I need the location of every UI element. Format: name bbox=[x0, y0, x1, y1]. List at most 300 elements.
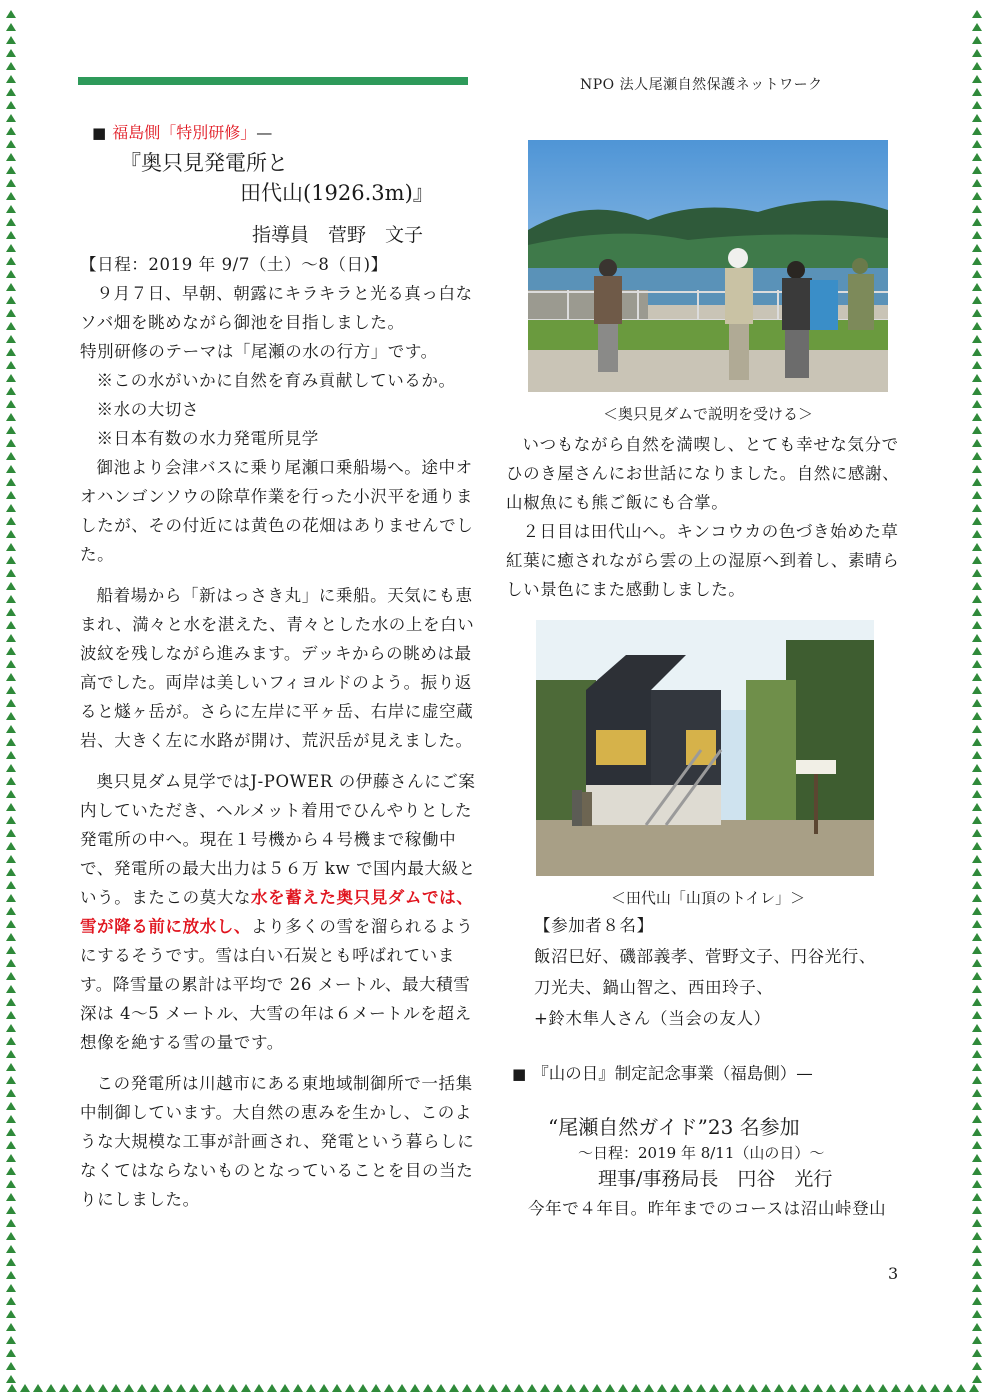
border-tree bbox=[6, 517, 16, 525]
border-tree bbox=[972, 699, 982, 707]
border-tree bbox=[85, 1384, 95, 1392]
border-tree bbox=[972, 530, 982, 538]
border-tree bbox=[6, 1232, 16, 1240]
border-tree bbox=[6, 88, 16, 96]
border-tree bbox=[972, 374, 982, 382]
border-tree bbox=[972, 881, 982, 889]
square-marker: ■ bbox=[92, 124, 107, 142]
border-tree bbox=[670, 1384, 680, 1392]
border-tree bbox=[972, 322, 982, 330]
border-tree bbox=[6, 1063, 16, 1071]
border-tree bbox=[956, 1384, 966, 1392]
border-tree bbox=[683, 1384, 693, 1392]
border-tree bbox=[6, 868, 16, 876]
border-tree bbox=[6, 1375, 16, 1383]
border-tree bbox=[972, 790, 982, 798]
border-tree bbox=[6, 23, 16, 31]
border-tree bbox=[735, 1384, 745, 1392]
border-tree bbox=[878, 1384, 888, 1392]
border-tree bbox=[972, 257, 982, 265]
border-tree bbox=[972, 153, 982, 161]
border-tree bbox=[6, 738, 16, 746]
border-tree bbox=[6, 660, 16, 668]
border-tree bbox=[6, 998, 16, 1006]
border-tree bbox=[6, 348, 16, 356]
border-tree bbox=[972, 127, 982, 135]
section-heading-1 bbox=[92, 120, 480, 146]
border-tree bbox=[6, 491, 16, 499]
border-tree bbox=[631, 1384, 641, 1392]
border-tree bbox=[972, 1037, 982, 1045]
square-marker: ■ bbox=[512, 1065, 527, 1083]
border-tree bbox=[6, 686, 16, 694]
border-tree bbox=[6, 62, 16, 70]
paragraph-text: より多くの雪を溜られるようにするそうです。雪は白い石炭とも呼ばれています。降雪量の累計は平均で 26 メートル、最大積雪深は 4～5 メートル、大雪の年は６メートルを超え想像を絶する雪の量です。 bbox=[80, 917, 474, 1052]
left-column bbox=[80, 120, 480, 1214]
border-tree bbox=[6, 452, 16, 460]
border-tree bbox=[579, 1384, 589, 1392]
border-tree bbox=[6, 400, 16, 408]
participant-line: +鈴木隼人さん（当会の友人） bbox=[534, 1009, 771, 1028]
border-tree bbox=[972, 1271, 982, 1279]
border-tree bbox=[6, 140, 16, 148]
border-tree bbox=[6, 1297, 16, 1305]
border-tree bbox=[972, 1232, 982, 1240]
paragraph: ２日目は田代山へ。キンコウカの色づき始めた草紅葉に癒されながら雲の上の湿原へ到着し、素晴らしい景色にまた感動しました。 bbox=[506, 522, 900, 599]
article-author: 指導員 菅野 文子 bbox=[252, 224, 424, 246]
border-tree bbox=[696, 1384, 706, 1392]
border-tree bbox=[972, 491, 982, 499]
border-tree bbox=[972, 75, 982, 83]
border-tree bbox=[972, 36, 982, 44]
article2-title: “尾瀬自然ガイド”23 名参加 bbox=[548, 1115, 800, 1139]
border-tree bbox=[6, 1115, 16, 1123]
border-tree bbox=[6, 1284, 16, 1292]
border-tree bbox=[972, 725, 982, 733]
border-tree bbox=[972, 608, 982, 616]
border-tree bbox=[6, 1102, 16, 1110]
border-tree bbox=[33, 1384, 43, 1392]
border-tree bbox=[972, 1089, 982, 1097]
paragraph-note: ※水の大切さ bbox=[96, 400, 200, 419]
border-tree bbox=[972, 803, 982, 811]
border-tree bbox=[462, 1384, 472, 1392]
border-tree bbox=[657, 1384, 667, 1392]
border-tree bbox=[6, 504, 16, 512]
article2-intro: 今年で４年目。昨年までのコースは沼山峠登山 bbox=[528, 1199, 887, 1218]
border-tree bbox=[6, 1349, 16, 1357]
border-tree bbox=[423, 1384, 433, 1392]
border-tree bbox=[6, 231, 16, 239]
border-tree bbox=[514, 1384, 524, 1392]
border-tree bbox=[972, 569, 982, 577]
border-tree bbox=[6, 699, 16, 707]
border-tree bbox=[972, 1050, 982, 1058]
border-tree bbox=[6, 972, 16, 980]
border-tree bbox=[6, 1193, 16, 1201]
border-tree bbox=[972, 114, 982, 122]
border-tree bbox=[397, 1384, 407, 1392]
border-tree bbox=[6, 1323, 16, 1331]
border-tree bbox=[280, 1384, 290, 1392]
border-tree bbox=[943, 1384, 953, 1392]
border-tree bbox=[972, 1206, 982, 1214]
border-tree bbox=[930, 1384, 940, 1392]
border-tree bbox=[124, 1384, 134, 1392]
paragraph: いつもながら自然を満喫し、とても幸せな気分でひのき屋さんにお世話になりました。自然に感謝、山椒魚にも熊ご飯にも合掌。 bbox=[506, 435, 900, 512]
border-tree bbox=[6, 569, 16, 577]
border-tree bbox=[436, 1384, 446, 1392]
border-tree bbox=[972, 673, 982, 681]
border-tree bbox=[267, 1384, 277, 1392]
border-tree bbox=[972, 1310, 982, 1318]
border-tree bbox=[972, 478, 982, 486]
border-tree bbox=[972, 1011, 982, 1019]
participant-line: 飯沼巳好、磯部義孝、菅野文子、円谷光行、 bbox=[534, 947, 876, 966]
border-tree bbox=[972, 933, 982, 941]
border-tree bbox=[6, 842, 16, 850]
border-tree bbox=[293, 1384, 303, 1392]
border-tree bbox=[904, 1384, 914, 1392]
border-tree bbox=[592, 1384, 602, 1392]
border-tree bbox=[6, 582, 16, 590]
border-tree bbox=[972, 465, 982, 473]
border-tree bbox=[6, 465, 16, 473]
border-tree bbox=[566, 1384, 576, 1392]
border-tree bbox=[972, 647, 982, 655]
participants-title: 【参加者８名】 bbox=[534, 916, 654, 935]
border-tree bbox=[6, 192, 16, 200]
border-tree bbox=[6, 881, 16, 889]
border-tree bbox=[6, 907, 16, 915]
border-tree bbox=[384, 1384, 394, 1392]
border-tree bbox=[6, 1336, 16, 1344]
border-tree bbox=[6, 816, 16, 824]
border-tree bbox=[972, 595, 982, 603]
paragraph-note: ※この水がいかに自然を育み貢献しているか。 bbox=[96, 371, 456, 390]
border-tree bbox=[20, 1384, 30, 1392]
border-tree bbox=[163, 1384, 173, 1392]
border-tree bbox=[972, 1336, 982, 1344]
border-tree bbox=[972, 1193, 982, 1201]
border-tree bbox=[527, 1384, 537, 1392]
article-title-line2: 田代山(1926.3m)』 bbox=[240, 181, 434, 205]
border-tree bbox=[501, 1384, 511, 1392]
paragraph-note: ※日本有数の水力発電所見学 bbox=[96, 429, 319, 448]
border-tree bbox=[6, 257, 16, 265]
border-tree bbox=[6, 634, 16, 642]
border-tree bbox=[6, 1128, 16, 1136]
paragraph-text: 奥只見ダム見学ではJ-POWER の伊藤さんにご案内していただき、ヘルメット着用でひんやりとした発電所の中へ。現在１号機から４号機まで稼働中で、発電所の最大出力は５６万 kw で国内最大級という。またこの莫大な bbox=[80, 772, 476, 907]
border-tree bbox=[6, 374, 16, 382]
border-tree bbox=[972, 777, 982, 785]
border-tree bbox=[6, 322, 16, 330]
photo-caption-toilet: ＜田代山「山頂のトイレ」＞ bbox=[610, 889, 806, 907]
border-tree bbox=[972, 387, 982, 395]
border-tree bbox=[6, 790, 16, 798]
border-tree bbox=[6, 556, 16, 564]
border-tree bbox=[972, 88, 982, 96]
border-tree bbox=[972, 62, 982, 70]
border-tree bbox=[6, 270, 16, 278]
border-tree bbox=[972, 140, 982, 148]
border-tree bbox=[972, 1128, 982, 1136]
border-tree bbox=[319, 1384, 329, 1392]
border-tree bbox=[748, 1384, 758, 1392]
border-tree bbox=[6, 478, 16, 486]
border-tree bbox=[176, 1384, 186, 1392]
border-tree bbox=[6, 413, 16, 421]
paragraph: 船着場から「新はっさき丸」に乗船。天気にも恵まれ、満々と水を湛えた、青々とした水の上を白い波紋を残しながら進みます。デッキからの眺めは最高でした。両岸は美しいフィヨルドのよう。振り返ると燧ヶ岳が。さらに左岸に平ヶ岳、右岸に虚空蔵岩、大きく左に水路が開け、荒沢岳が見えました。 bbox=[80, 586, 475, 750]
border-tree bbox=[972, 1219, 982, 1227]
paragraph-dam bbox=[80, 767, 480, 1057]
border-tree bbox=[72, 1384, 82, 1392]
border-tree bbox=[6, 114, 16, 122]
border-tree bbox=[972, 946, 982, 954]
border-tree bbox=[826, 1384, 836, 1392]
article-body bbox=[80, 250, 480, 1214]
border-tree bbox=[6, 205, 16, 213]
border-tree bbox=[891, 1384, 901, 1392]
paragraph: 特別研修のテーマは「尾瀬の水の行方」です。 bbox=[80, 342, 438, 361]
border-tree bbox=[6, 1245, 16, 1253]
article2-schedule: ～日程：2019 年 8/11（山の日）～ bbox=[578, 1144, 825, 1162]
border-tree bbox=[6, 959, 16, 967]
org-name: NPO 法人尾瀬自然保護ネットワーク bbox=[580, 77, 823, 93]
border-tree bbox=[972, 179, 982, 187]
border-tree bbox=[618, 1384, 628, 1392]
border-tree bbox=[761, 1384, 771, 1392]
border-tree bbox=[972, 439, 982, 447]
border-tree bbox=[358, 1384, 368, 1392]
border-tree bbox=[6, 179, 16, 187]
border-tree bbox=[972, 1245, 982, 1253]
border-tree bbox=[6, 543, 16, 551]
border-tree bbox=[6, 829, 16, 837]
border-tree bbox=[6, 946, 16, 954]
border-tree bbox=[972, 842, 982, 850]
border-tree bbox=[972, 1076, 982, 1084]
border-tree bbox=[972, 816, 982, 824]
border-tree bbox=[972, 829, 982, 837]
border-tree bbox=[972, 1180, 982, 1188]
border-tree bbox=[972, 504, 982, 512]
border-tree bbox=[6, 1076, 16, 1084]
border-tree bbox=[254, 1384, 264, 1392]
border-tree bbox=[972, 764, 982, 772]
border-tree bbox=[972, 1258, 982, 1266]
border-tree bbox=[972, 335, 982, 343]
border-tree bbox=[6, 153, 16, 161]
border-tree bbox=[972, 166, 982, 174]
dam-photo bbox=[528, 140, 888, 392]
border-tree bbox=[972, 309, 982, 317]
border-tree bbox=[852, 1384, 862, 1392]
border-tree bbox=[972, 1284, 982, 1292]
border-tree bbox=[98, 1384, 108, 1392]
border-tree bbox=[6, 36, 16, 44]
border-tree bbox=[722, 1384, 732, 1392]
border-tree bbox=[969, 1384, 979, 1392]
border-tree bbox=[972, 1323, 982, 1331]
section-heading-2 bbox=[512, 1060, 910, 1088]
border-tree bbox=[6, 608, 16, 616]
border-tree bbox=[972, 452, 982, 460]
paragraph: 御池より会津バスに乗り尾瀬口乗船場へ。途中オオハンゴンソウの除草作業を行った小沢平を通りましたが、その付近には黄色の花畑はありませんでした。 bbox=[80, 458, 474, 564]
border-tree bbox=[6, 1141, 16, 1149]
border-tree bbox=[6, 49, 16, 57]
border-tree bbox=[6, 1011, 16, 1019]
border-tree bbox=[6, 803, 16, 811]
border-tree bbox=[6, 1258, 16, 1266]
border-tree bbox=[6, 75, 16, 83]
border-tree bbox=[972, 686, 982, 694]
border-tree bbox=[972, 1115, 982, 1123]
border-tree bbox=[800, 1384, 810, 1392]
border-tree bbox=[972, 205, 982, 213]
border-tree bbox=[972, 101, 982, 109]
border-tree bbox=[6, 1050, 16, 1058]
border-tree bbox=[410, 1384, 420, 1392]
border-tree bbox=[6, 1271, 16, 1279]
border-tree bbox=[774, 1384, 784, 1392]
border-tree bbox=[972, 283, 982, 291]
border-tree bbox=[6, 647, 16, 655]
border-tree bbox=[972, 543, 982, 551]
border-tree bbox=[6, 777, 16, 785]
border-tree bbox=[972, 1167, 982, 1175]
border-tree bbox=[6, 244, 16, 252]
border-tree bbox=[972, 738, 982, 746]
section-label-red: 福島側「特別研修」 bbox=[112, 123, 257, 142]
border-tree bbox=[6, 218, 16, 226]
border-tree bbox=[6, 1206, 16, 1214]
border-tree bbox=[6, 725, 16, 733]
border-tree bbox=[6, 439, 16, 447]
border-tree bbox=[540, 1384, 550, 1392]
border-tree bbox=[189, 1384, 199, 1392]
paragraph: この発電所は川越市にある東地域制御所で一括集中制御しています。大自然の恵みを生かし、このような大規模な工事が計画され、発電という暮らしになくてはならないものとなっていることを目の当たりにしました。 bbox=[80, 1074, 475, 1209]
border-tree bbox=[6, 309, 16, 317]
border-tree bbox=[6, 1154, 16, 1162]
border-tree bbox=[972, 296, 982, 304]
paragraph: ９月７日、早朝、朝露にキラキラと光る真っ白なソバ畑を眺めながら御池を目指しました。 bbox=[80, 284, 473, 332]
border-tree bbox=[972, 400, 982, 408]
border-tree bbox=[241, 1384, 251, 1392]
border-tree bbox=[475, 1384, 485, 1392]
border-tree bbox=[972, 348, 982, 356]
border-tree bbox=[202, 1384, 212, 1392]
border-tree bbox=[46, 1384, 56, 1392]
border-tree bbox=[972, 894, 982, 902]
section-label: 『山の日』制定記念事業（福島側）— bbox=[532, 1064, 813, 1083]
border-tree bbox=[972, 23, 982, 31]
border-tree bbox=[6, 166, 16, 174]
border-tree bbox=[6, 1310, 16, 1318]
border-tree bbox=[972, 712, 982, 720]
article2-author: 理事/事務局長 円谷 光行 bbox=[598, 1168, 833, 1190]
right-column bbox=[506, 140, 910, 1223]
border-tree bbox=[605, 1384, 615, 1392]
border-tree bbox=[972, 1102, 982, 1110]
border-tree bbox=[917, 1384, 927, 1392]
border-tree bbox=[972, 244, 982, 252]
border-tree bbox=[6, 1219, 16, 1227]
border-tree bbox=[972, 10, 982, 18]
border-tree bbox=[6, 595, 16, 603]
participant-line: 刀光夫、鍋山智之、西田玲子、 bbox=[534, 978, 774, 997]
border-tree bbox=[111, 1384, 121, 1392]
border-tree bbox=[972, 972, 982, 980]
border-tree bbox=[972, 959, 982, 967]
article-title-line1: 『奥只見発電所と bbox=[120, 151, 288, 175]
toilet-photo bbox=[536, 620, 874, 876]
highlight-red: 水を蓄えた奥只見ダムでは、雪が降る前に放水し、 bbox=[80, 888, 474, 936]
border-tree bbox=[972, 426, 982, 434]
border-tree bbox=[6, 673, 16, 681]
border-tree bbox=[6, 361, 16, 369]
border-tree bbox=[137, 1384, 147, 1392]
border-tree bbox=[371, 1384, 381, 1392]
border-tree bbox=[6, 127, 16, 135]
photo-caption-dam: ＜奥只見ダムで説明を受ける＞ bbox=[602, 405, 813, 423]
border-tree bbox=[345, 1384, 355, 1392]
border-tree bbox=[972, 1297, 982, 1305]
schedule: 【日程：2019 年 9/7（土）～8（日)】 bbox=[80, 255, 388, 274]
border-tree bbox=[972, 1141, 982, 1149]
border-tree bbox=[972, 634, 982, 642]
border-tree bbox=[6, 1024, 16, 1032]
border-tree bbox=[6, 530, 16, 538]
border-tree bbox=[972, 270, 982, 278]
border-tree bbox=[972, 998, 982, 1006]
border-tree bbox=[6, 855, 16, 863]
border-tree bbox=[150, 1384, 160, 1392]
border-tree bbox=[6, 920, 16, 928]
border-tree bbox=[972, 660, 982, 668]
border-tree bbox=[228, 1384, 238, 1392]
border-tree bbox=[972, 868, 982, 876]
border-tree bbox=[6, 894, 16, 902]
border-tree bbox=[972, 1024, 982, 1032]
border-tree bbox=[972, 907, 982, 915]
section-dash: — bbox=[256, 123, 273, 142]
border-tree bbox=[6, 283, 16, 291]
border-tree bbox=[6, 1167, 16, 1175]
border-tree bbox=[6, 1089, 16, 1097]
border-tree bbox=[972, 1362, 982, 1370]
border-tree bbox=[972, 855, 982, 863]
border-tree bbox=[839, 1384, 849, 1392]
border-tree bbox=[6, 1362, 16, 1370]
border-tree bbox=[6, 1037, 16, 1045]
right-body bbox=[506, 430, 910, 604]
border-tree bbox=[6, 296, 16, 304]
border-tree bbox=[215, 1384, 225, 1392]
header-bar bbox=[78, 77, 468, 85]
border-tree bbox=[6, 10, 16, 18]
border-tree bbox=[972, 1154, 982, 1162]
border-tree bbox=[972, 49, 982, 57]
border-tree bbox=[787, 1384, 797, 1392]
border-tree bbox=[972, 218, 982, 226]
border-tree bbox=[813, 1384, 823, 1392]
border-tree bbox=[972, 1063, 982, 1071]
border-tree bbox=[972, 556, 982, 564]
border-tree bbox=[6, 1180, 16, 1188]
participants-block bbox=[534, 910, 910, 1034]
border-tree bbox=[306, 1384, 316, 1392]
